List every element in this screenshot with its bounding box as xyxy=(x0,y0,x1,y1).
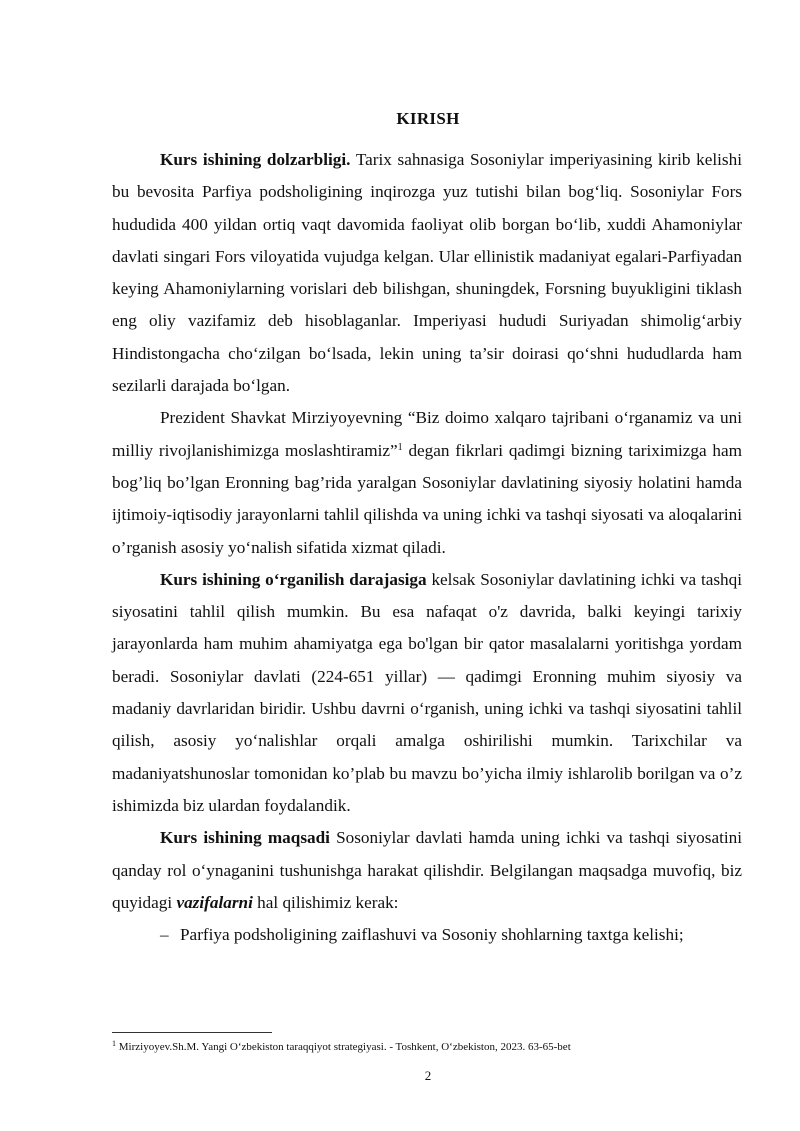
goal-heading: Kurs ishining maqsadi xyxy=(160,828,330,848)
relevance-text: Tarix sahnasiga Sosoniylar imperiyasining kirib kelishi bu bevosita Parfiya podsholigining inqirozga yuz tutishi bilan bog‘liq. Sosoniylar Fors hududida 400 yildan ortiq vaqt davomida faoliyat olib borgan bo‘lib, xuddi Ahamoniylar davlati singari Fors viloyatida vujudga kelgan. Ular ellinistik madaniyat egalari-Parfiyadan keying Ahamoniylarning vorislari deb bilishgan, shuningdek, Forsning buyukligini tiklash eng oliy vazifamiz deb hisoblaganlar. Imperiyasi hududi Suriyadan shimolig‘arbiy Hindistongacha cho‘zilgan bo‘lsada, lekin uning ta’sir doirasi qo‘shni hududlarda ham sezilarli darajada bo‘lgan. xyxy=(112,150,742,396)
quote-continuation: degan fikrlari qadimgi bizning tariximizga ham bog’liq bo’lgan Eronning bag’rida yaralgan Sosoniylar davlatining siyosiy holatini hamda ijtimoiy-iqtisodiy jarayonlarni tahlil qilishda va uning ichki va tashqi siyosati va aloqalarini o’rganish asosiy yo‘nalish sifatida xizmat qiladi. xyxy=(112,440,742,557)
paragraph-relevance xyxy=(112,144,742,402)
list-item-text: Parfiya podsholigining zaiflashuvi va Sosoniy shohlarning taxtga kelishi; xyxy=(180,925,684,945)
study-level-heading: Kurs ishining o‘rganilish darajasiga xyxy=(160,569,427,589)
footnote-divider xyxy=(112,1032,272,1033)
study-level-text: kelsak Sosoniylar davlatining ichki va tashqi siyosatini tahlil qilish mumkin. Bu esa nafaqat o'z davrida, balki keyingi tarixiy jarayonlarda ham muhim ahamiyatga ega bo'lgan bir qator masalalarni yoritishga yordam beradi. Sosoniylar davlati (224-651 yillar) — qadimgi Eronning muhim siyosiy va madaniy davrlaridan biridir. Ushbu davrni o‘rganish, uning ichki va tashqi siyosatini tahlil qilish, asosiy yo‘nalishlar orqali amalga oshirilishi mumkin. Tarixchilar va madaniyatshunoslar tomonidan ko’plab bu mavzu bo’yicha ilmiy ishlarolib borilgan va o’z ishimizda biz ulardan foydalandik. xyxy=(112,569,742,815)
list-item xyxy=(112,919,742,951)
footnote-reference[interactable]: 1 xyxy=(397,441,403,453)
relevance-heading: Kurs ishining dolzarbligi. xyxy=(160,150,351,169)
paragraph-goal xyxy=(112,822,742,919)
section-title: KIRISH xyxy=(396,109,460,128)
footnote-text: Mirziyoyev.Sh.M. Yangi O‘zbekiston taraqqiyot strategiyasi. - Toshkent, O‘zbekiston, 2023. 63-65-bet xyxy=(116,1041,571,1053)
tasks-emphasis: vazifalarni xyxy=(176,892,253,912)
paragraph-study-level xyxy=(112,564,742,822)
goal-text-end: hal qilishimiz kerak: xyxy=(252,892,399,912)
quote-text: Prezident Shavkat Mirziyoyevning “Biz doimo xalqaro tajribani o‘rganamiz va uni milliy rivojlanishimizga moslashtiramiz” xyxy=(112,408,742,460)
goal-text: Sosoniylar davlati hamda uning ichki va tashqi siyosatini qanday rol o‘ynaganini tushunishga harakat qilishdir. Belgilangan maqsadga muvofiq, biz quyidagi xyxy=(112,828,742,912)
footnote xyxy=(112,1040,752,1054)
paragraph-president-quote xyxy=(112,402,742,563)
dash-bullet-icon: – xyxy=(160,925,169,945)
page-number: 2 xyxy=(424,1068,432,1083)
body-text xyxy=(112,144,742,951)
footnote-number: 1 xyxy=(112,1039,116,1048)
